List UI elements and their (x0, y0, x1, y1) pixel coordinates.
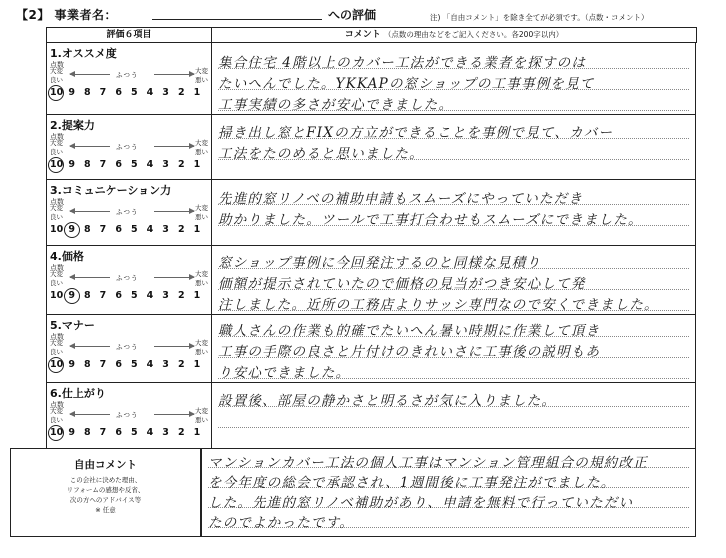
evaluation-item-cell (46, 245, 212, 315)
evaluation-suffix: への評価 (328, 8, 377, 22)
item-title: 6.仕上がり (50, 387, 106, 400)
score-option[interactable]: 1 (193, 224, 201, 235)
required-note: 注) 「自由コメント」を除き全てが必須です。（点数・コメント） (430, 13, 649, 22)
score-option[interactable]: 7 (99, 359, 107, 370)
item-title: 3.コミュニケーション力 (50, 184, 172, 197)
rating-scale (50, 407, 208, 425)
arrow-right-icon (154, 346, 194, 347)
score-option[interactable]: 7 (99, 427, 107, 438)
comment-text-line: 工法をたのめると思いました。 (218, 146, 424, 162)
scale-label-right-top: 大変 (195, 270, 208, 278)
scale-label-normal: ふつう (116, 71, 139, 79)
scale-label-normal: ふつう (116, 208, 139, 216)
score-option[interactable]: 5 (130, 87, 138, 98)
description-line: 次の方へのアドバイス等 (69, 496, 142, 504)
comment-text-line: 価額が提示されていたので価格の見当がつき安心して発 (218, 276, 586, 292)
score-option[interactable]: 2 (177, 427, 185, 438)
scale-label-right-top: 大変 (195, 339, 208, 347)
score-option-selected[interactable]: 10 (50, 427, 64, 438)
scale-label-right-bottom: 悪い (195, 279, 208, 287)
score-option[interactable]: 2 (177, 290, 185, 301)
score-options (50, 159, 203, 171)
arrow-left-icon (70, 277, 110, 278)
business-name-line (152, 19, 322, 20)
score-option[interactable]: 1 (193, 290, 201, 301)
score-option[interactable]: 4 (146, 224, 154, 235)
comment-cell (211, 42, 696, 115)
scale-label-right-top: 大変 (195, 407, 208, 415)
scale-label-normal: ふつう (116, 143, 139, 151)
comment-text-line: 掃き出し窓とFIXの方立ができることを事例で見て、カバー (218, 125, 614, 141)
rating-scale (50, 204, 208, 222)
score-option[interactable]: 5 (130, 359, 138, 370)
scale-label-normal: ふつう (116, 343, 139, 351)
score-option[interactable]: 7 (99, 159, 107, 170)
score-label: 点数 (50, 133, 64, 141)
scale-label-right-bottom: 悪い (195, 213, 208, 221)
score-option[interactable]: 1 (193, 427, 201, 438)
score-option[interactable]: 2 (177, 87, 185, 98)
score-option[interactable]: 1 (193, 159, 201, 170)
rating-scale (50, 139, 208, 157)
comment-text-line: 設置後、部屋の静かさと明るさが気に入りました。 (218, 393, 557, 409)
score-option[interactable]: 5 (130, 159, 138, 170)
score-options (50, 87, 203, 99)
score-option[interactable]: 10 (50, 290, 64, 301)
description-line: リフォームの感想や反省、 (66, 486, 145, 494)
arrow-right-icon (154, 277, 194, 278)
score-option[interactable]: 4 (146, 159, 154, 170)
free-comment-label-cell (10, 448, 201, 537)
items-column-header: 評価６項目 (47, 28, 212, 43)
scale-label-left-top: 大変 (50, 407, 63, 415)
scale-label-left-bottom: 良い (50, 213, 63, 221)
scale-label-right-top: 大変 (195, 67, 208, 75)
score-option[interactable]: 8 (84, 159, 91, 170)
score-option[interactable]: 5 (130, 290, 138, 301)
free-comment-text-line: した。先進的窓リノベ補助があり、申請を無料で行っていただい (208, 495, 634, 511)
score-option[interactable]: 6 (115, 359, 122, 370)
comment-text-line: 工事の手際の良さと片付けのきれいさに工事後の説明もあ (218, 344, 601, 360)
score-option[interactable]: 6 (115, 87, 122, 98)
arrow-right-icon (154, 74, 194, 75)
scale-label-right-top: 大変 (195, 204, 208, 212)
rating-scale (50, 270, 208, 288)
item-title: 2.提案力 (50, 119, 95, 132)
score-option[interactable]: 3 (162, 87, 169, 98)
description-line: この会社に決めた理由、 (69, 476, 142, 484)
score-option[interactable]: 6 (115, 427, 122, 438)
score-option[interactable]: 4 (146, 290, 154, 301)
comment-column-header: コメント （点数の理由などをご記入ください。各200字以内） (212, 28, 697, 43)
score-option[interactable]: 3 (162, 159, 169, 170)
form-header (0, 0, 726, 26)
scale-label-left-bottom: 良い (50, 348, 63, 356)
score-option[interactable]: 8 (84, 290, 91, 301)
comment-text-line: 集合住宅 4階以上のカバー工法ができる業者を探すのは (218, 55, 587, 71)
score-option[interactable]: 9 (68, 359, 75, 370)
guide-line (218, 427, 689, 428)
evaluation-table (46, 27, 697, 43)
item-title: 5.マナー (50, 319, 95, 332)
score-label: 点数 (50, 198, 64, 206)
scale-label-right-bottom: 悪い (195, 148, 208, 156)
arrow-right-icon (154, 211, 194, 212)
score-option[interactable]: 3 (162, 427, 169, 438)
score-option-selected[interactable]: 10 (50, 159, 64, 170)
score-option[interactable]: 7 (99, 87, 107, 98)
score-options (50, 427, 203, 439)
free-comment-title: 自由コメント (74, 459, 137, 471)
score-option[interactable]: 5 (130, 427, 138, 438)
scale-label-left-top: 大変 (50, 270, 63, 278)
free-comment-text-line: マンションカバー工法の個人工事はマンション管理組合の規約改正 (208, 455, 648, 471)
comment-text-line: 先進的窓リノベの補助申請もスムーズにやっていただき (218, 191, 584, 207)
score-option-selected[interactable]: 10 (50, 87, 64, 98)
score-option[interactable]: 5 (130, 224, 138, 235)
scale-label-left-top: 大変 (50, 139, 63, 147)
score-option-selected[interactable]: 9 (66, 224, 78, 236)
arrow-left-icon (70, 414, 110, 415)
comment-text-line: 職人さんの作業も的確でたいへん暑い時期に作業して頂き (218, 323, 601, 339)
arrow-left-icon (70, 211, 110, 212)
free-comment-text-line: を今年度の総会で承認され、1週間後に工事発注がでました。 (208, 475, 616, 491)
score-label: 点数 (50, 401, 64, 409)
business-name-label: 【2】 事業者名： (16, 8, 118, 22)
score-option[interactable]: 8 (84, 224, 91, 235)
score-options (50, 224, 203, 236)
free-comment-cell (201, 448, 696, 537)
evaluation-item-cell (46, 42, 212, 115)
score-option[interactable]: 4 (146, 359, 154, 370)
score-option[interactable]: 1 (193, 359, 201, 370)
arrow-right-icon (154, 414, 194, 415)
comment-cell (211, 382, 696, 449)
comment-cell (211, 179, 696, 246)
scale-label-left-top: 大変 (50, 339, 63, 347)
comment-text-line: たいへんでした。YKKAPの窓ショップの工事事例を見て (218, 76, 595, 92)
arrow-left-icon (70, 346, 110, 347)
scale-label-left-bottom: 良い (50, 279, 63, 287)
comment-text-line: 注しました。近所の工務店よりサッシ専門なので安くできました。 (218, 297, 659, 313)
free-comment-description (13, 475, 198, 515)
score-option[interactable]: 2 (177, 159, 185, 170)
free-comment-text-line: たのでよかったです。 (208, 515, 354, 531)
comment-cell (211, 245, 696, 315)
scale-label-normal: ふつう (116, 411, 139, 419)
comment-cell (211, 114, 696, 180)
arrow-right-icon (154, 146, 194, 147)
scale-label-right-bottom: 悪い (195, 416, 208, 424)
score-option[interactable]: 9 (68, 427, 75, 438)
score-option[interactable]: 8 (84, 427, 91, 438)
evaluation-item-cell (46, 114, 212, 180)
score-option[interactable]: 8 (84, 359, 91, 370)
score-option[interactable]: 1 (193, 87, 201, 98)
score-option[interactable]: 8 (84, 87, 91, 98)
score-option[interactable]: 9 (68, 87, 75, 98)
comment-text-line: 工事実績の多さが安心できました。 (218, 97, 454, 113)
score-option[interactable]: 2 (177, 224, 185, 235)
score-label: 点数 (50, 264, 64, 272)
score-option[interactable]: 3 (162, 290, 169, 301)
score-option[interactable]: 3 (162, 224, 169, 235)
score-label: 点数 (50, 61, 64, 69)
score-option[interactable]: 9 (68, 159, 75, 170)
item-title: 1.オススメ度 (50, 47, 117, 60)
item-title: 4.価格 (50, 250, 84, 263)
scale-label-left-bottom: 良い (50, 148, 63, 156)
scale-label-normal: ふつう (116, 274, 139, 282)
comment-text-line: り安心できました。 (218, 365, 351, 381)
comment-text-line: 窓ショップ事例に今回発注するのと同様な見積り (218, 255, 542, 271)
scale-label-left-bottom: 良い (50, 76, 63, 84)
score-options (50, 359, 203, 371)
evaluation-item-cell (46, 179, 212, 246)
score-option[interactable]: 2 (177, 359, 185, 370)
scale-label-left-top: 大変 (50, 67, 63, 75)
evaluation-item-cell (46, 314, 212, 383)
arrow-left-icon (70, 146, 110, 147)
score-option-selected[interactable]: 10 (50, 359, 64, 370)
comment-cell (211, 314, 696, 383)
evaluation-item-cell (46, 382, 212, 449)
scale-label-right-top: 大変 (195, 139, 208, 147)
rating-scale (50, 67, 208, 85)
scale-label-right-bottom: 悪い (195, 76, 208, 84)
score-option[interactable]: 10 (50, 224, 64, 235)
score-option[interactable]: 4 (146, 87, 154, 98)
comment-text-line: 助かりました。ツールで工事打合わせもスムーズにできました。 (218, 212, 643, 228)
scale-label-left-bottom: 良い (50, 416, 63, 424)
score-option[interactable]: 6 (115, 224, 122, 235)
score-option[interactable]: 4 (146, 427, 154, 438)
score-option[interactable]: 7 (99, 224, 107, 235)
arrow-left-icon (70, 74, 110, 75)
score-options (50, 290, 203, 302)
score-option[interactable]: 7 (99, 290, 107, 301)
score-option-selected[interactable]: 9 (66, 290, 78, 302)
rating-scale (50, 339, 208, 357)
scale-label-right-bottom: 悪い (195, 348, 208, 356)
score-option[interactable]: 6 (115, 290, 122, 301)
description-line: ※ 任意 (95, 506, 116, 514)
score-option[interactable]: 3 (162, 359, 169, 370)
score-label: 点数 (50, 333, 64, 341)
scale-label-left-top: 大変 (50, 204, 63, 212)
score-option[interactable]: 6 (115, 159, 122, 170)
